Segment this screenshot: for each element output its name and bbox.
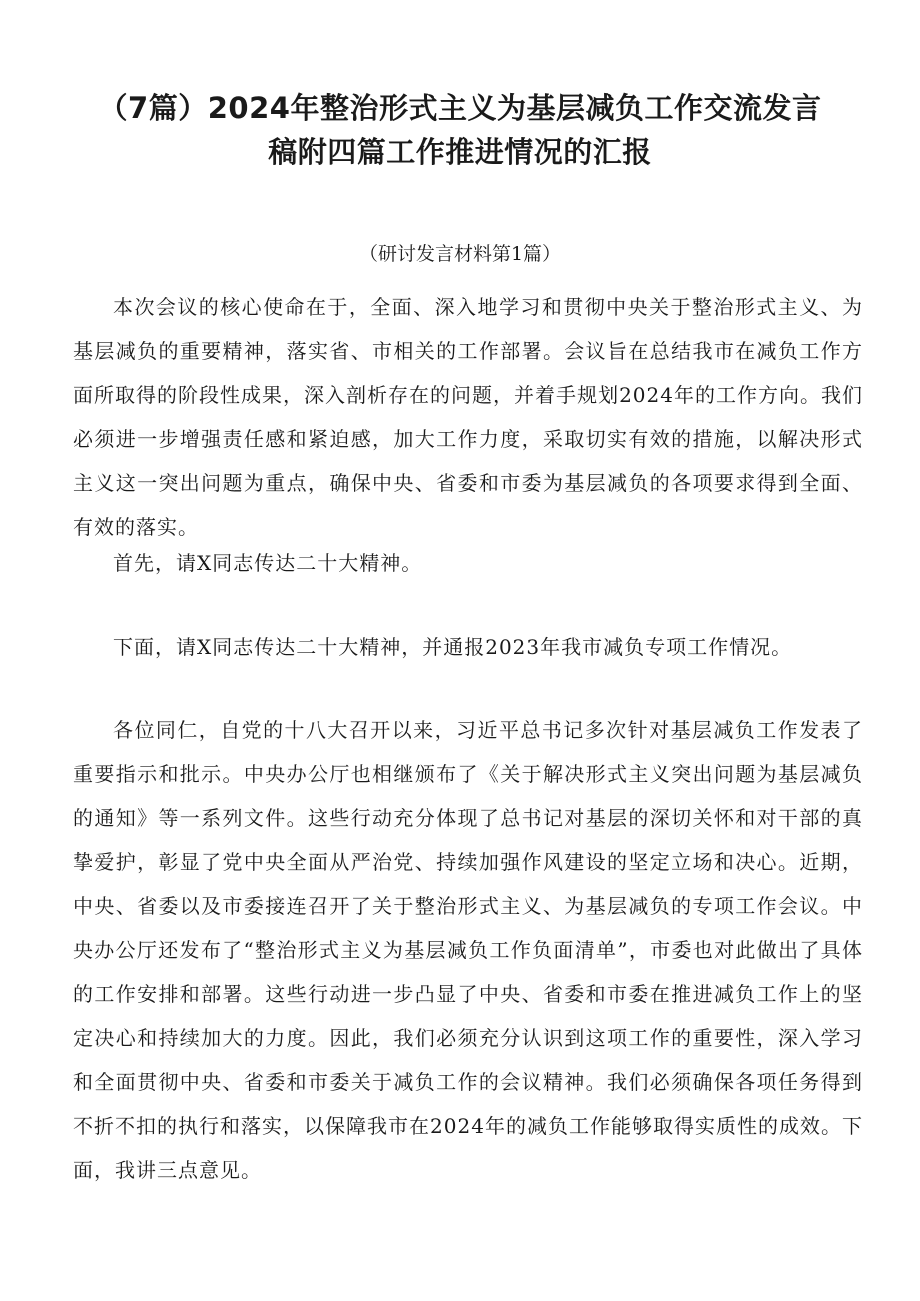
- document-subtitle: （研讨发言材料第1篇）: [358, 243, 562, 265]
- paragraph-speech-body: 各位同仁，自党的十八大召开以来，习近平总书记多次针对基层减负工作发表了重要指示和批示。中央办公厅也相继颁布了《关于解决形式主义突出问题为基层减负的通知》等一系列文件。这些行动充分体现了总书记对基层的深切关怀和对干部的真挚爱护，彰显了党中央全面从严治党、持续加强作风建设的坚定立场和决心。近期，中央、省委以及市委接连召开了关于整治形式主义、为基层减负的专项工作会议。中央办公厅还发布了“整治形式主义为基层减负工作负面清单”，市委也对此做出了具体的工作安排和部署。这些行动进一步凸显了中央、省委和市委在推进减负工作上的坚定决心和持续加大的力度。因此，我们必须充分认识到这项工作的重要性，深入学习和全面贯彻中央、省委和市委关于减负工作的会议精神。我们必须确保各项任务得到不折不扣的执行和落实，以保障我市在2024年的减负工作能够取得实质性的成效。下面，我讲三点意见。: [73, 718, 863, 1182]
- paragraph-first-agenda: 首先，请X同志传达二十大精神。: [113, 551, 423, 575]
- document-title-line-1: （7篇）2024年整治形式主义为基层减负工作交流发言: [98, 91, 822, 125]
- paragraph-next-agenda: 下面，请X同志传达二十大精神，并通报2023年我市减负专项工作情况。: [113, 635, 793, 659]
- paragraph-intro: 本次会议的核心使命在于，全面、深入地学习和贯彻中央关于整治形式主义、为基层减负的重要精神，落实省、市相关的工作部署。会议旨在总结我市在减负工作方面所取得的阶段性成果，深入剖析存在的问题，并着手规划2024年的工作方向。我们必须进一步增强责任感和紧迫感，加大工作力度，采取切实有效的措施，以解决形式主义这一突出问题为重点，确保中央、省委和市委为基层减负的各项要求得到全面、有效的落实。: [73, 295, 863, 539]
- document-title-line-2: 稿附四篇工作推进情况的汇报: [268, 135, 652, 169]
